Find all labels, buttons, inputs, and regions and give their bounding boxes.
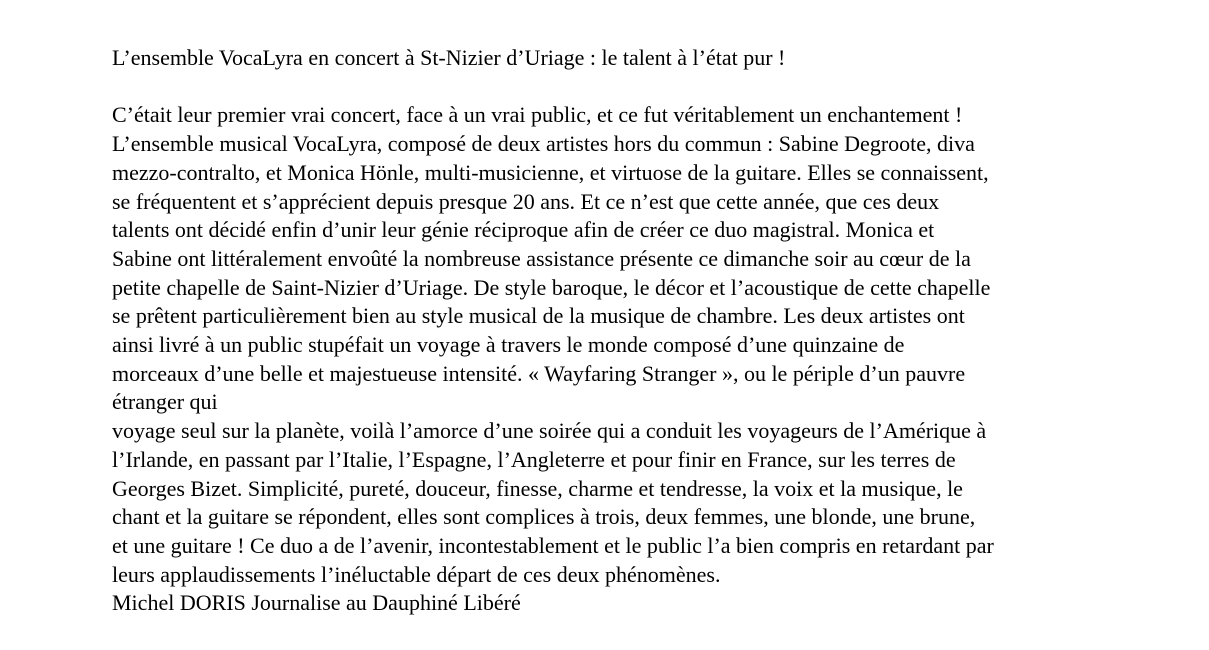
body-line: voyage seul sur la planète, voilà l’amorce d’une soirée qui a conduit les voyageurs de l’Amérique à	[112, 418, 987, 444]
body-line: et une guitare ! Ce duo a de l’avenir, incontestablement et le public l’a bien compris en retardant par	[112, 532, 994, 558]
body-line: leurs applaudissements l’inéluctable départ de ces deux phénomènes.	[112, 561, 721, 587]
body-line: petite chapelle de Saint-Nizier d’Uriage. De style baroque, le décor et l’acoustique de cette chapelle	[112, 274, 991, 300]
body-line: ainsi livré à un public stupéfait un voyage à travers le monde composé d’une quinzaine de	[112, 332, 905, 358]
body-line: Georges Bizet. Simplicité, pureté, douceur, finesse, charme et tendresse, la voix et la musique, le	[112, 475, 963, 501]
article-body	[112, 101, 1172, 589]
body-line: talents ont décidé enfin d’unir leur génie réciproque afin de créer ce duo magistral. Monica et	[112, 217, 935, 243]
body-line: se prêtent particulièrement bien au style musical de la musique de chambre. Les deux artistes ont	[112, 303, 965, 329]
body-line: se fréquentent et s’apprécient depuis presque 20 ans. Et ce n’est que cette année, que ces deux	[112, 188, 940, 214]
blank-line	[112, 73, 1172, 102]
document-page	[112, 44, 1172, 618]
article-title: L’ensemble VocaLyra en concert à St-Nizier d’Uriage : le talent à l’état pur !	[112, 45, 786, 70]
body-line: Sabine ont littéralement envoûté la nombreuse assistance présente ce dimanche soir au cœur de la	[112, 245, 971, 271]
body-line: mezzo-contralto, et Monica Hönle, multi-musicienne, et virtuose de la guitare. Elles se connaissent,	[112, 159, 989, 185]
body-line: C’était leur premier vrai concert, face à un vrai public, et ce fut véritablement un enchantement !	[112, 102, 963, 128]
body-line: morceaux d’une belle et majestueuse intensité. « Wayfaring Stranger », ou le périple d’un pauvre	[112, 360, 966, 386]
body-line: l’Irlande, en passant par l’Italie, l’Espagne, l’Angleterre et pour finir en France, sur les terres de	[112, 446, 956, 472]
body-line: chant et la guitare se répondent, elles sont complices à trois, deux femmes, une blonde, une brune,	[112, 504, 976, 530]
body-line: étranger qui	[112, 389, 218, 415]
author-signature: Michel DORIS Journalise au Dauphiné Libéré	[112, 590, 521, 616]
body-line: L’ensemble musical VocaLyra, composé de deux artistes hors du commun : Sabine Degroote, diva	[112, 131, 975, 157]
